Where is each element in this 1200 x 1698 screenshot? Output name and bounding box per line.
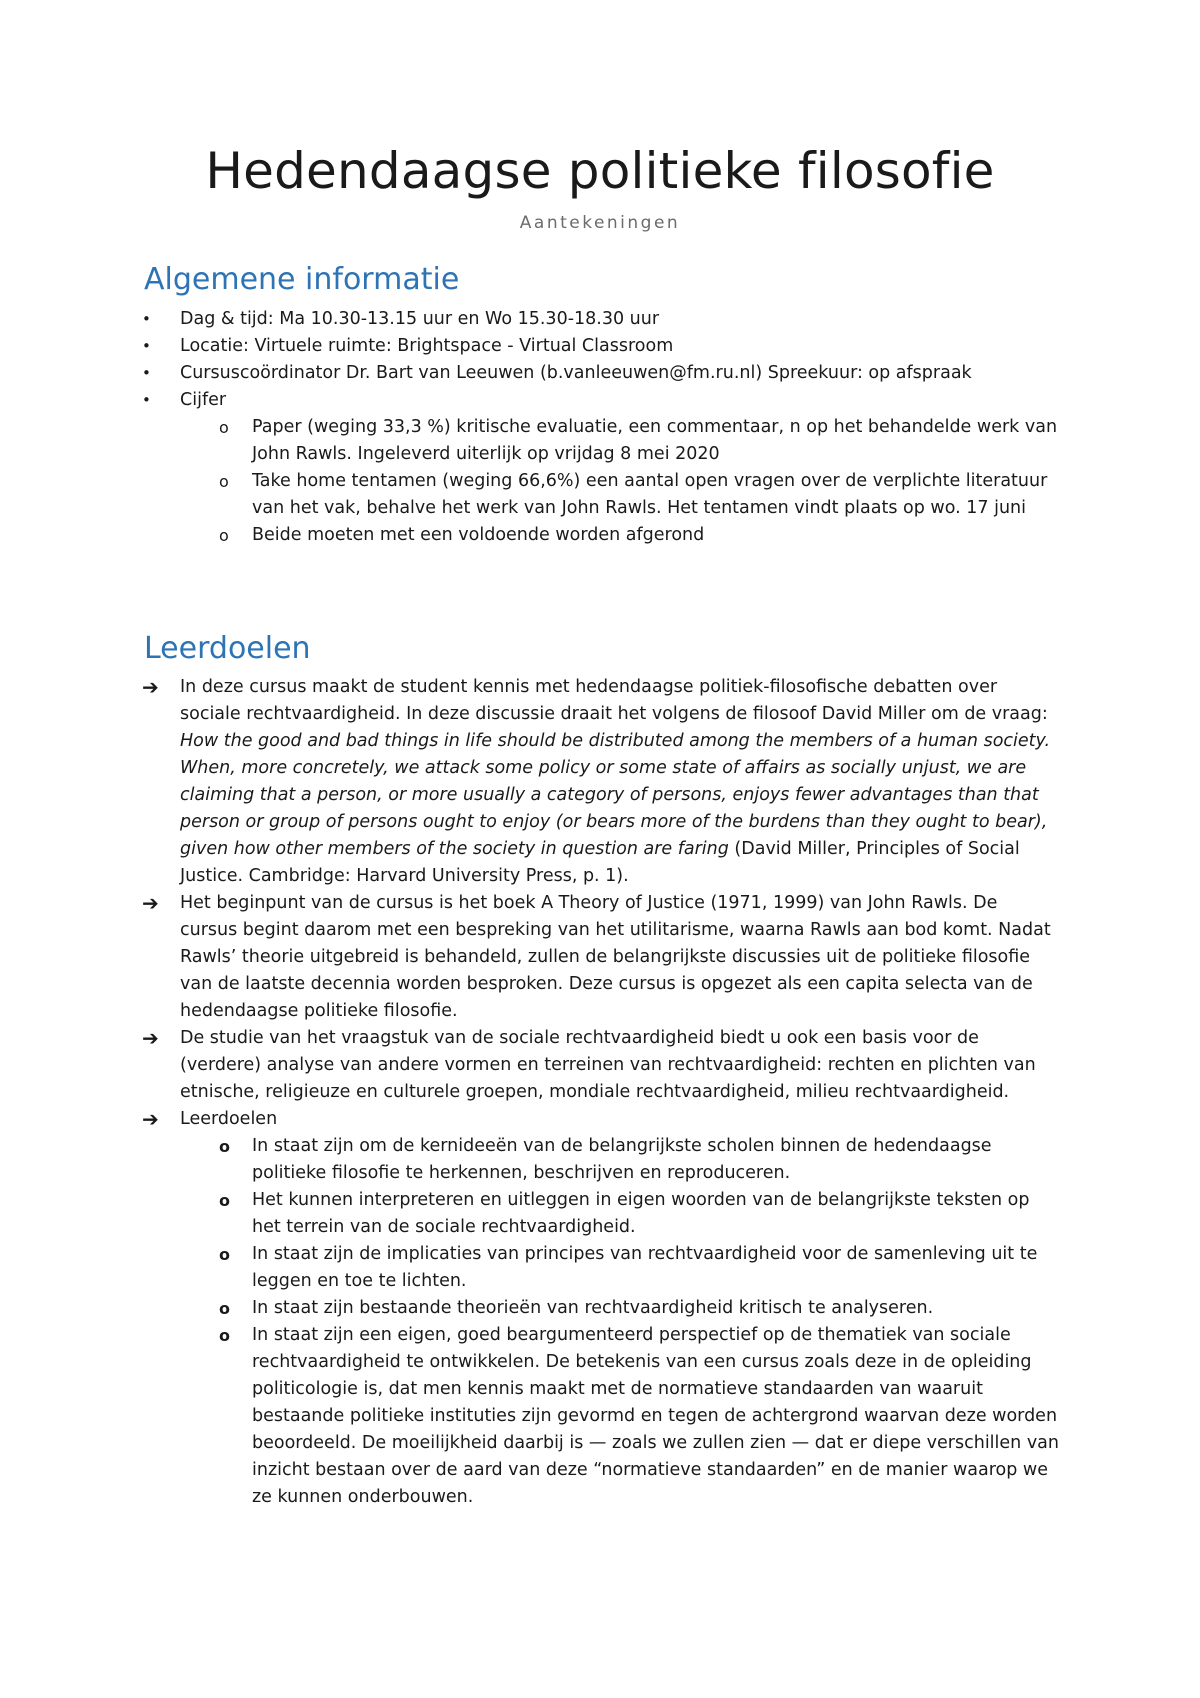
ring-bullet-icon: o (219, 1245, 230, 1264)
miller-quote: How the good and bad things in life should be distributed among the members of a human society. When, more concretely, we attack some policy or some state of affairs as socially unjust, we are claiming that a person, or more usually a category of persons, enjoys fewer advantages than that person or group of persons ought to enjoy (or bears more of the burdens than they ought to bear), given how other members of the society in question are faring (180, 731, 1051, 859)
page-title: Hedendaagse politieke filosofie (205, 142, 995, 200)
learning-goals-list (0, 674, 1200, 1511)
list-item: o Het kunnen interpreteren en uitleggen in eigen woorden van de belangrijkste teksten op het terrein van de sociale rechtvaardigheid. (0, 1187, 1060, 1241)
list-item: ➔ In deze cursus maakt de student kennis met hedendaagse politiek-filosofische debatten over sociale rechtvaardigheid. In deze discussie draait het volgens de filosoof David Miller om de vraag: How the good and bad things in life should be distributed among the members of a human society. When, more concretely, we attack some policy or some state of affairs as socially unjust, we are claiming that a person, or more usually a category of persons, enjoys fewer advantages than that person or group of persons ought to enjoy (or bears more of the burdens than they ought to bear), given how other members of the society in question are faring (David Miller, Principles of Social Justice. Cambridge: Harvard University Press, p. 1). (142, 675, 1051, 886)
ring-bullet-icon: o (219, 418, 229, 437)
general-info-list (0, 306, 1200, 549)
list-item: • Cijfer (0, 387, 1060, 414)
list-item: o In staat zijn om de kernideeën van de belangrijkste scholen binnen de hedendaagse politieke filosofie te herkennen, beschrijven en reproduceren. (0, 1133, 1060, 1187)
ring-bullet-icon: o (219, 526, 229, 545)
bullet-icon: • (142, 391, 151, 409)
ring-bullet-icon: o (219, 1137, 230, 1156)
bullet-icon: • (142, 310, 151, 328)
list-item: • Dag & tijd: Ma 10.30-13.15 uur en Wo 15.30-18.30 uur (0, 306, 1060, 333)
list-item: ➔ Het beginpunt van de cursus is het boek A Theory of Justice (1971, 1999) van John Rawls. De cursus begint daarom met een bespreking van het utilitarisme, waarna Rawls aan bod komt. Nadat Rawls’ theorie uitgebreid is behandeld, zullen de belangrijkste discussies uit de politieke filosofie van de laatste decennia worden besproken. Deze cursus is opgezet als een capita selecta van de hedendaagse politieke filosofie. (142, 891, 1051, 1021)
section-heading-leerdoelen: Leerdoelen (144, 631, 311, 666)
bullet-icon: • (142, 337, 151, 355)
list-item: o In staat zijn bestaande theorieën van rechtvaardigheid kritisch te analyseren. (0, 1295, 1060, 1322)
bullet-icon: • (142, 364, 151, 382)
list-item: • Locatie: Virtuele ruimte: Brightspace - Virtual Classroom (0, 333, 1060, 360)
arrow-bullet-icon: ➔ (142, 1026, 159, 1050)
list-item: • Cursuscoördinator Dr. Bart van Leeuwen (b.vanleeuwen@fm.ru.nl) Spreekuur: op afspraak (0, 360, 1060, 387)
arrow-bullet-icon: ➔ (142, 1107, 159, 1131)
section-heading-algemene-informatie: Algemene informatie (144, 262, 460, 297)
arrow-bullet-icon: ➔ (142, 675, 159, 699)
list-item: o Take home tentamen (weging 66,6%) een aantal open vragen over de verplichte literatuur van het vak, behalve het werk van John Rawls. Het tentamen vindt plaats op wo. 17 juni (0, 468, 1060, 522)
ring-bullet-icon: o (219, 1299, 230, 1318)
ring-bullet-icon: o (219, 472, 229, 491)
page-subtitle: Aantekeningen (519, 213, 681, 233)
ring-bullet-icon: o (219, 1326, 230, 1345)
list-item: ➔ De studie van het vraagstuk van de sociale rechtvaardigheid biedt u ook een basis voor de (verdere) analyse van andere vormen en terreinen van rechtvaardigheid: rechten en plichten van etnische, religieuze en culturele groepen, mondiale rechtvaardigheid, milieu rechtvaardigheid. (142, 1026, 1036, 1102)
list-item: o In staat zijn een eigen, goed beargumenteerd perspectief op de thematiek van sociale rechtvaardigheid te ontwikkelen. De betekenis van een cursus zoals deze in de opleiding politicologie is, dat men kennis maakt met de normatieve standaarden van waaruit bestaande politieke instituties zijn gevormd en tegen de achtergrond waarvan deze worden beoordeeld. De moeilijkheid daarbij is — zoals we zullen zien — dat er diepe verschillen van inzicht bestaan over de aard van deze “normatieve standaarden” en de manier waarop we ze kunnen onderbouwen. (0, 1322, 1060, 1511)
arrow-bullet-icon: ➔ (142, 891, 159, 915)
list-item: o Beide moeten met een voldoende worden afgerond (0, 522, 1060, 549)
list-item: ➔ Leerdoelen (142, 1107, 278, 1131)
ring-bullet-icon: o (219, 1191, 230, 1210)
list-item: o Paper (weging 33,3 %) kritische evaluatie, een commentaar, n op het behandelde werk van John Rawls. Ingeleverd uiterlijk op vrijdag 8 mei 2020 (0, 414, 1060, 468)
list-item: o In staat zijn de implicaties van principes van rechtvaardigheid voor de samenleving uit te leggen en toe te lichten. (0, 1241, 1060, 1295)
